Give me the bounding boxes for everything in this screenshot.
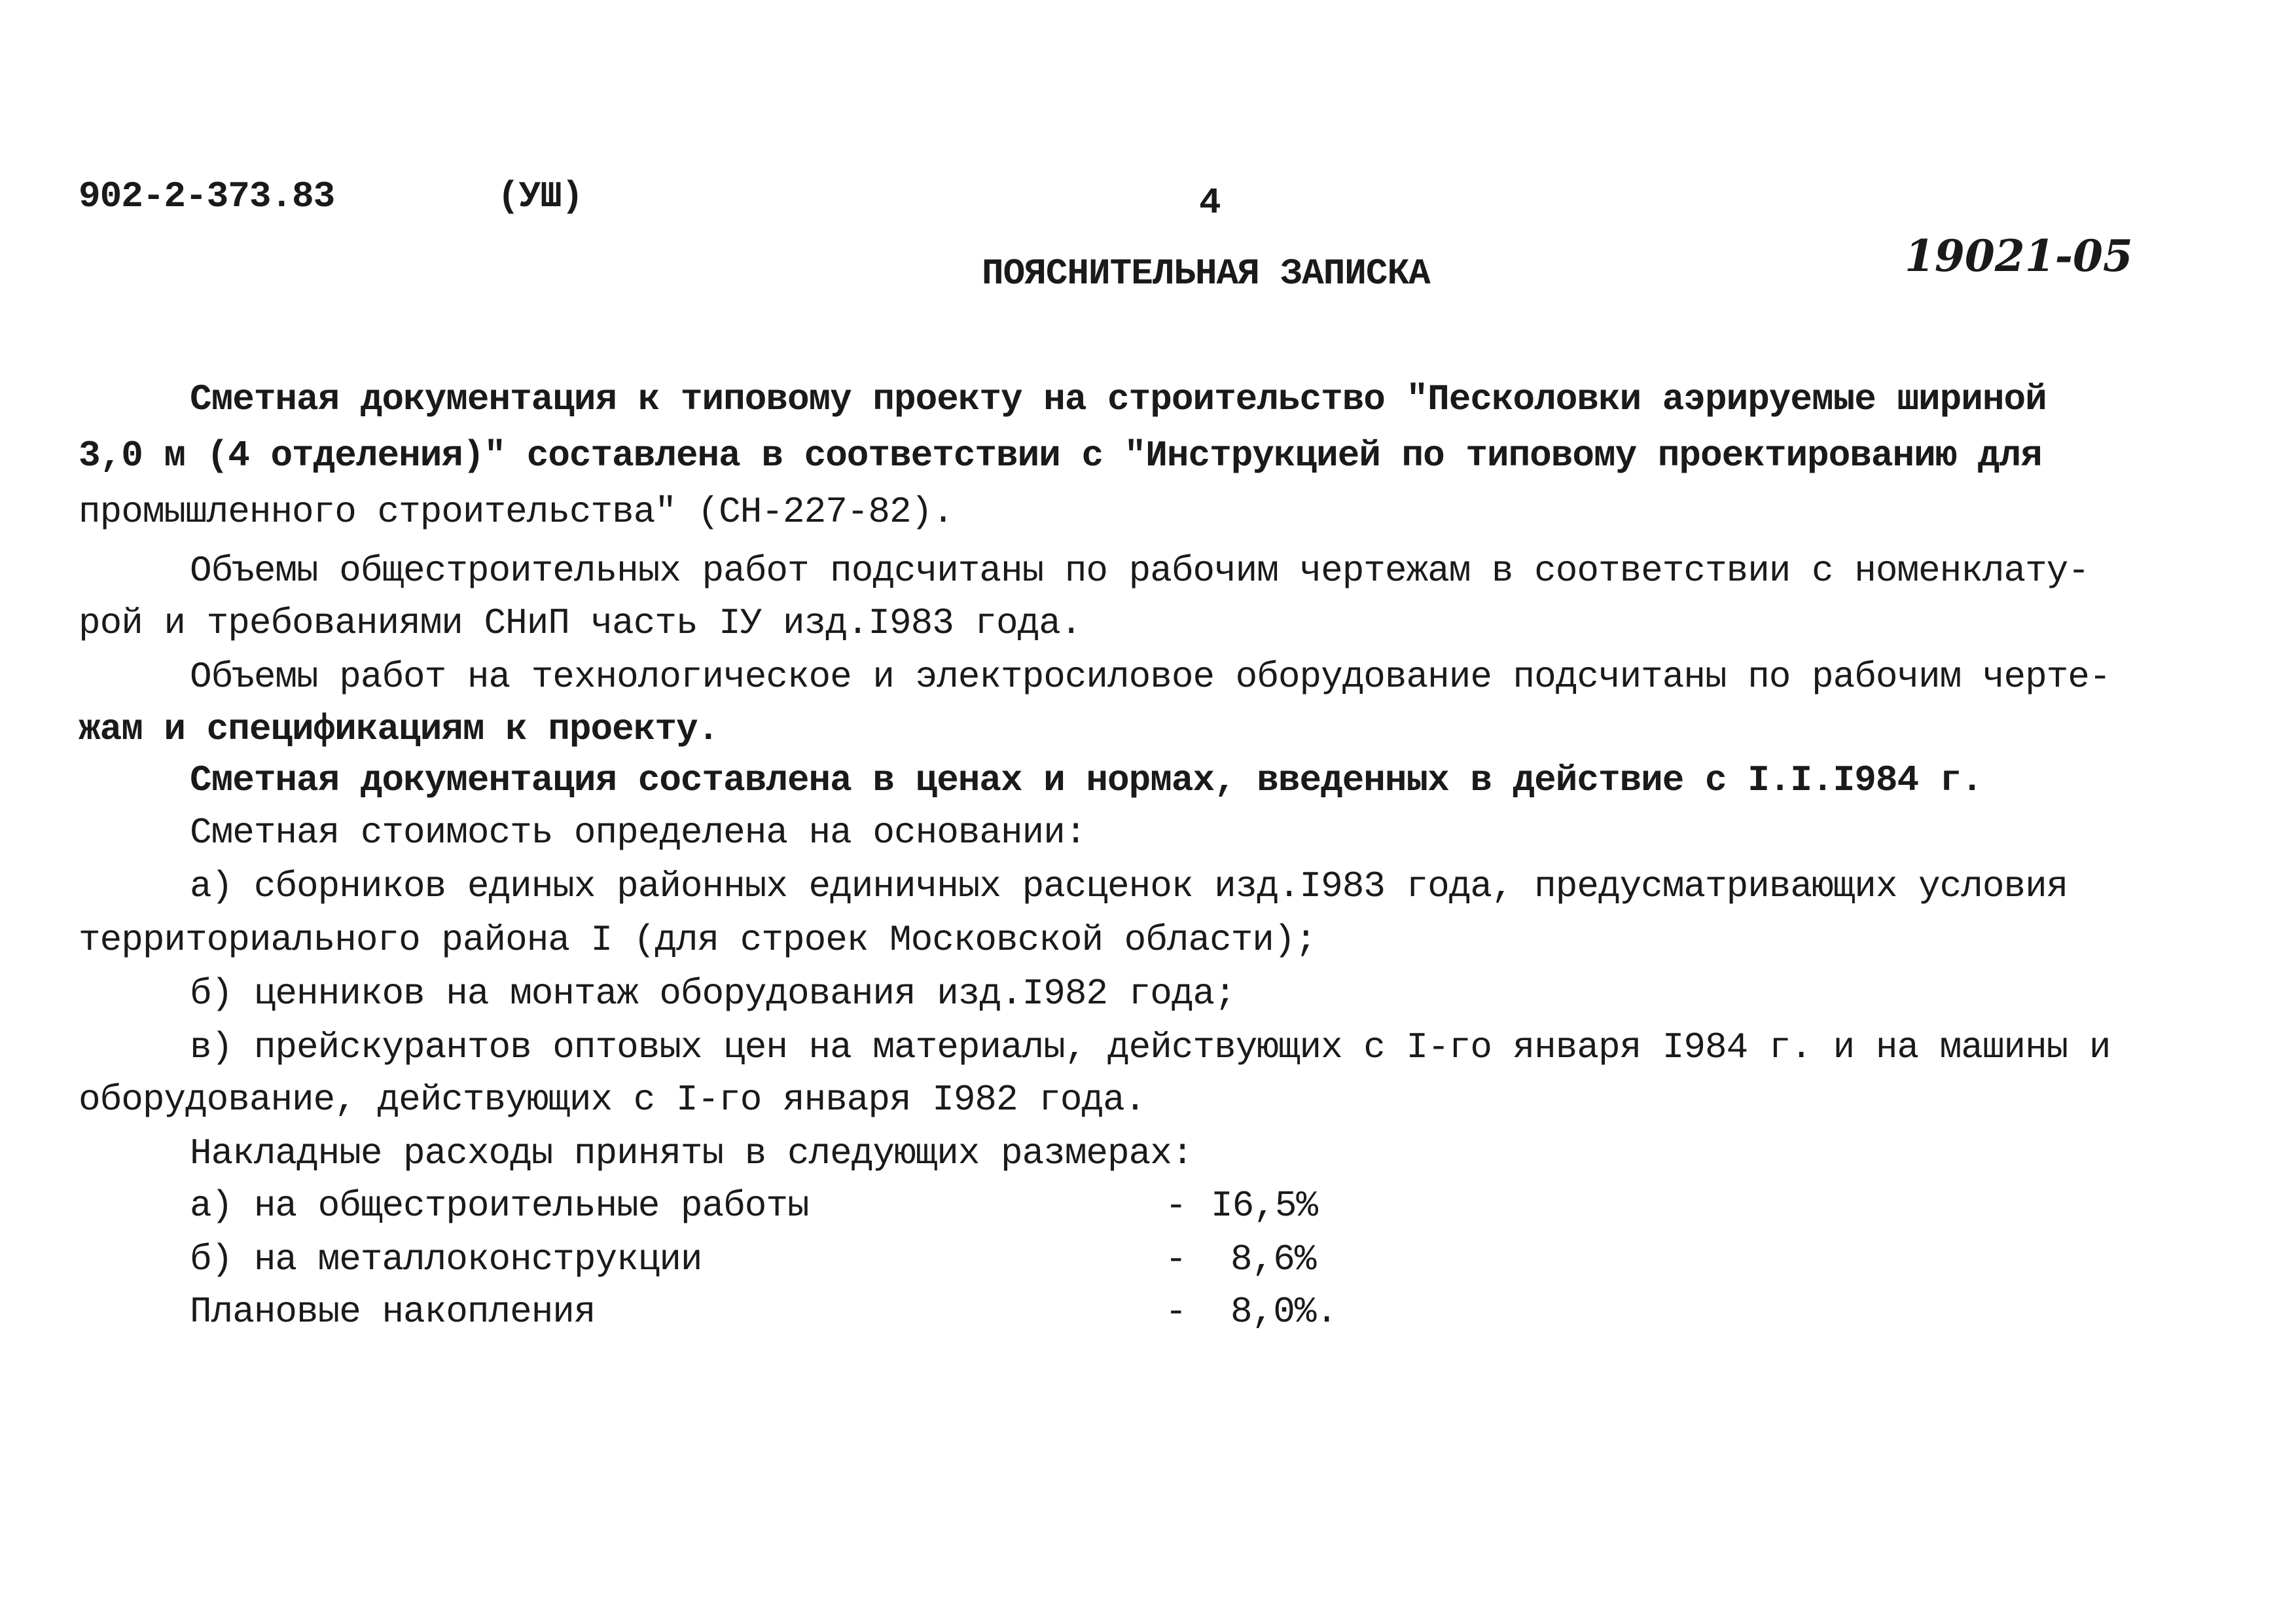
- series-code: (УШ): [497, 175, 583, 217]
- paragraph-line: 3,0 м (4 отделения)" составлена в соответствии с "Инструкцией по типовому проектированию для: [79, 435, 2042, 477]
- handwritten-stamp: 19021-05: [1905, 230, 2133, 281]
- paragraph-line: б) ценников на монтаж оборудования изд.I982 года;: [190, 973, 1236, 1015]
- paragraph-line: Сметная документация составлена в ценах и нормах, введенных в действие с I.I.I984 г.: [190, 759, 1982, 801]
- page-number: 4: [1199, 182, 1221, 224]
- rate-value: I6,5%: [1211, 1185, 1318, 1227]
- rate-value: 8,0%.: [1230, 1291, 1338, 1333]
- paragraph-line: Накладные расходы приняты в следующих размерах:: [190, 1132, 1193, 1174]
- rate-dash: -: [1165, 1291, 1187, 1333]
- rate-label: б) на металлоконструкции: [190, 1238, 702, 1280]
- paragraph-line: промышленного строительства" (СН-227-82).: [79, 491, 954, 533]
- paragraph-line: в) прейскурантов оптовых цен на материалы, действующих с I-го января I984 г. и на машины и: [190, 1026, 2111, 1068]
- paragraph-line: рой и требованиями СНиП часть IУ изд.I983 года.: [79, 602, 1082, 644]
- paragraph-line: жам и спецификациям к проекту.: [79, 708, 719, 750]
- paragraph-line: оборудование, действующих с I-го января I982 года.: [79, 1079, 1146, 1121]
- rate-dash: -: [1165, 1185, 1187, 1227]
- rate-label: Плановые накопления: [190, 1291, 596, 1333]
- paragraph-line: территориального района I (для строек Московской области);: [79, 919, 1317, 961]
- rate-value: 8,6%: [1230, 1238, 1316, 1280]
- paragraph-line: Сметная документация к типовому проекту на строительство "Песколовки аэрируемые шириной: [190, 378, 2047, 420]
- document-title: ПОЯСНИТЕЛЬНАЯ ЗАПИСКА: [982, 253, 1430, 295]
- rate-label: а) на общестроительные работы: [190, 1185, 809, 1227]
- paragraph-line: Объемы работ на технологическое и электросиловое оборудование подсчитаны по рабочим черте-: [190, 656, 2111, 698]
- paragraph-line: Объемы общестроительных работ подсчитаны по рабочим чертежам в соответствии с номенклату-: [190, 550, 2089, 592]
- document-code: 902-2-373.83: [79, 175, 335, 217]
- rate-dash: -: [1165, 1238, 1187, 1280]
- paragraph-line: а) сборников единых районных единичных расценок изд.I983 года, предусматривающих условия: [190, 865, 2068, 907]
- paragraph-line: Сметная стоимость определена на основании:: [190, 812, 1086, 854]
